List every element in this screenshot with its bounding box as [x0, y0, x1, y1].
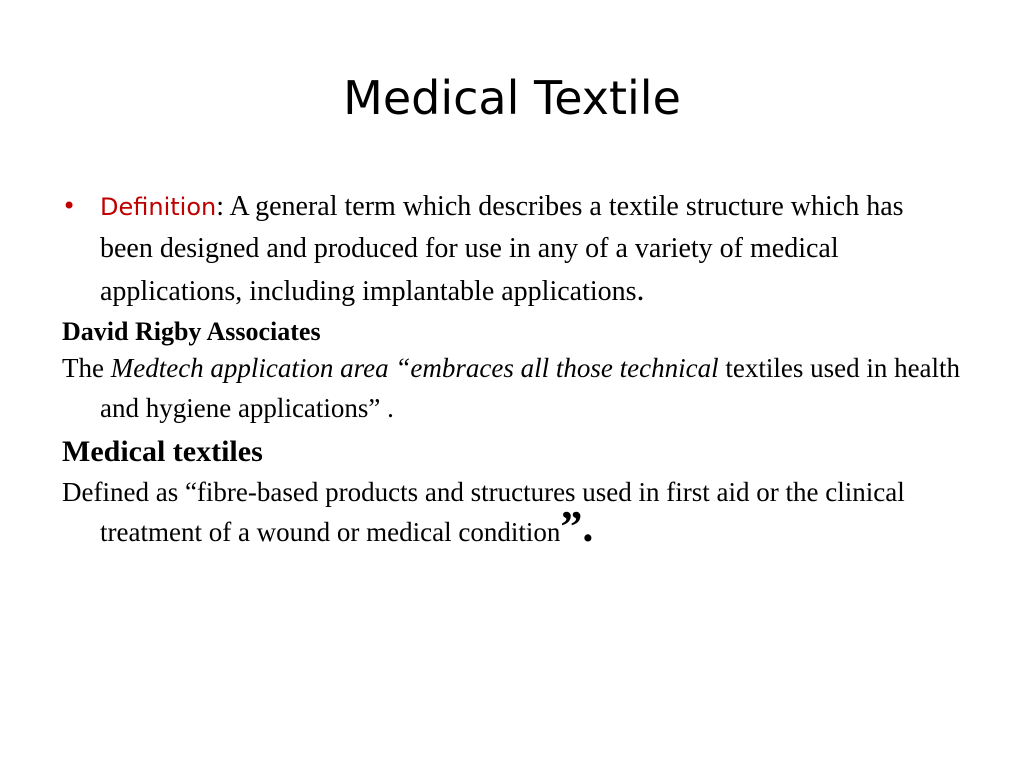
medical-textiles-text: Defined as “fibre-based products and structures used in first aid or the clinical treatment of a wound or medical condition	[62, 477, 905, 547]
slide-body	[62, 186, 962, 552]
medical-textiles-definition	[62, 472, 962, 552]
medical-textiles-heading: Medical textiles	[62, 435, 263, 468]
slide-title: Medical Textile	[343, 71, 681, 125]
definition-colon: :	[216, 191, 230, 222]
medtech-paragraph	[62, 348, 962, 428]
definition-end-period: .	[636, 271, 645, 307]
medtech-italic: Medtech application area “embraces all those technical	[110, 353, 719, 383]
definition-label: Definition	[100, 193, 217, 221]
medtech-lead: The	[62, 353, 111, 383]
medtech-rest: textiles used in health and hygiene applications” .	[100, 353, 961, 423]
definition-bullet	[62, 186, 962, 312]
closing-quote: ”.	[560, 502, 594, 551]
attribution-heading: David Rigby Associates	[62, 317, 321, 346]
definition-text: A general term which describes a textile structure which has been designed and produced for use in any of a variety of medical applications, including implantable applications	[100, 191, 904, 307]
bullet-icon: •	[62, 192, 77, 220]
